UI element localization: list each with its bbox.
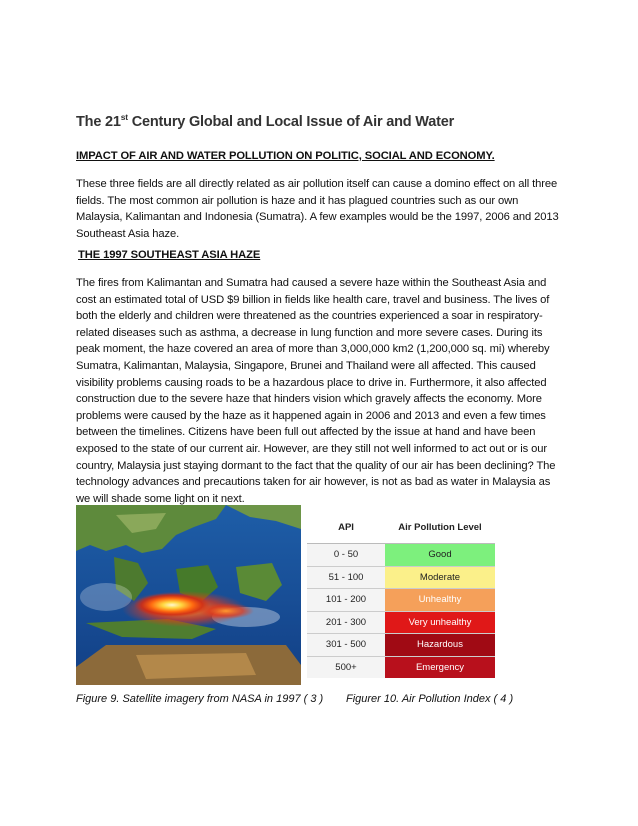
table-row	[307, 566, 495, 589]
column-header-level: Air Pollution Level	[385, 511, 495, 544]
pollution-level-cell: Very unhealthy	[385, 611, 495, 634]
title-text: The 21	[76, 113, 121, 130]
api-range-cell: 500+	[307, 656, 385, 678]
figure-10-caption: Figurer 10. Air Pollution Index ( 4 )	[346, 693, 514, 705]
page-title	[76, 112, 454, 130]
title-text-rest: Century Global and Local Issue of Air and Water	[127, 113, 455, 130]
api-range-cell: 301 - 500	[307, 634, 385, 657]
section-heading-impact: IMPACT OF AIR AND WATER POLLUTION ON POLITIC, SOCIAL AND ECONOMY.	[76, 150, 495, 162]
api-range-cell: 0 - 50	[307, 544, 385, 567]
title-superscript: st	[120, 112, 128, 122]
table-row	[307, 611, 495, 634]
pollution-level-cell: Unhealthy	[385, 589, 495, 612]
api-range-cell: 101 - 200	[307, 589, 385, 612]
table-row	[307, 656, 495, 678]
table-row	[307, 589, 495, 612]
air-pollution-index-table	[307, 511, 495, 678]
api-range-cell: 201 - 300	[307, 611, 385, 634]
pollution-level-cell: Moderate	[385, 566, 495, 589]
table-row	[307, 634, 495, 657]
table-row	[307, 544, 495, 567]
pollution-level-cell: Hazardous	[385, 634, 495, 657]
paragraph-haze: The fires from Kalimantan and Sumatra had caused a severe haze within the Southeast Asia and cost an estimated total of USD $9 billion in fields like health care, travel and business. The lives of both the elderly and children were threatened as the countries experienced a soar in respiratory-related diseases such as asthma, a decrease in lung function and more severe cases. During its peak moment, the haze covered an area of more than 3,000,000 km2 (1,200,000 sq. mi) whereby Sumatra, Kalimantan, Malaysia, Singapore, Brunei and Thailand were all affected. This caused visibility problems causing roads to be a hazardous place to drive in. Furthermore, it also affected construction due to the severe haze that hinders vision which gravely affects the economy. More problems were caused by the haze as it happened again in 2006 and 2013 and even a few times between the timelines. Citizens have been full out affected by the issue at hand and have been exposed to the state of our current air. However, are they still not well informed to act out or is our country, Malaysia just staying dormant to the fact that the quality of our air has been declining? The technology advances and precautions taken for air however, is not as bad as water in Malaysia as we will shade some light on it next.	[76, 277, 556, 505]
pollution-level-cell: Good	[385, 544, 495, 567]
column-header-api: API	[307, 511, 385, 544]
satellite-image	[76, 505, 301, 685]
figure-9-caption: Figure 9. Satellite imagery from NASA in 1997 ( 3 )	[76, 693, 324, 705]
table-header-row	[307, 511, 495, 544]
pollution-level-cell: Emergency	[385, 656, 495, 678]
paragraph-impact: These three fields are all directly related as air pollution itself can cause a domino effect on all three fields. The most common air pollution is haze and it has plagued countries such as our own Malaysia, Kalimantan and Indonesia (Sumatra). A few examples would be the 1997, 2006 and 2013 Southeast Asia haze.	[76, 178, 559, 240]
api-range-cell: 51 - 100	[307, 566, 385, 589]
section-heading-haze: THE 1997 SOUTHEAST ASIA HAZE	[78, 249, 261, 261]
